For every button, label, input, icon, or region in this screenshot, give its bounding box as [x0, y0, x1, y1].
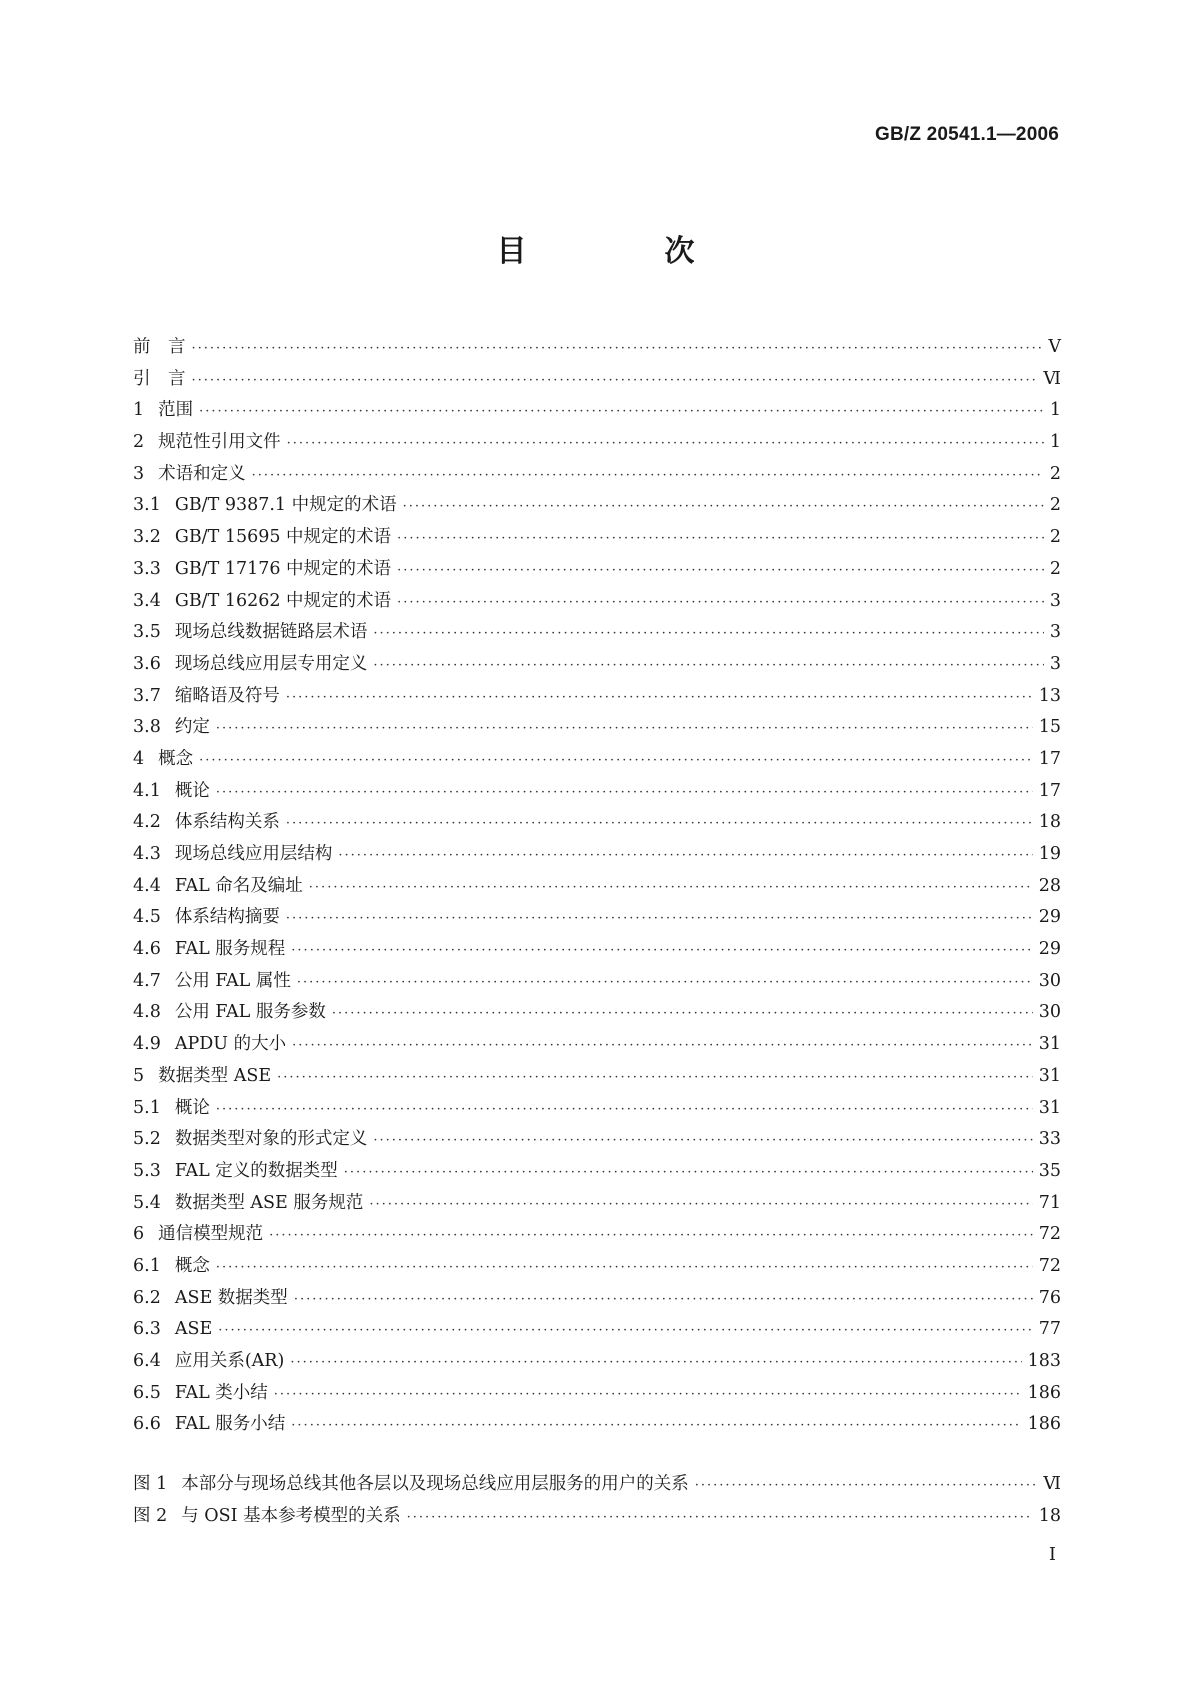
entry-number: 4.2	[133, 812, 161, 833]
entry-page: 3	[1049, 590, 1061, 611]
entry-page: Ⅴ	[1048, 337, 1061, 357]
entry-title: GB/T 15695 中规定的术语	[174, 527, 392, 548]
entry-number: 3.2	[133, 527, 161, 548]
toc-row[interactable]	[133, 997, 1061, 1029]
toc-row[interactable]	[133, 1029, 1061, 1061]
dot-leader	[373, 650, 1044, 682]
toc-row[interactable]	[133, 712, 1061, 744]
entry-title: FAL 定义的数据类型	[174, 1160, 338, 1181]
entry-page: 186	[1027, 1382, 1061, 1403]
entry-title: 术语和定义	[158, 463, 246, 484]
entry-number: 6.1	[133, 1255, 161, 1276]
entry-title: 数据类型 ASE 服务规范	[174, 1192, 364, 1213]
entry-title: 概念	[158, 748, 194, 769]
dot-leader	[286, 808, 1033, 840]
dot-leader	[218, 1315, 1032, 1347]
entry-number: 5.2	[133, 1129, 161, 1150]
entry-page: 72	[1038, 1255, 1061, 1276]
entry-title: FAL 类小结	[174, 1382, 268, 1403]
entry-number: 3.6	[133, 653, 161, 674]
entry-page: 72	[1038, 1224, 1061, 1245]
dot-leader	[199, 396, 1044, 428]
dot-leader	[192, 333, 1043, 365]
toc-row[interactable]	[133, 617, 1061, 649]
dot-leader	[294, 1284, 1033, 1316]
entry-page: 186	[1027, 1414, 1061, 1435]
page-number: Ⅰ	[1048, 1544, 1056, 1565]
toc-row[interactable]	[133, 522, 1061, 554]
entry-number: 3.8	[133, 717, 161, 738]
entry-page: 18	[1038, 1505, 1061, 1526]
toc-row[interactable]	[133, 427, 1061, 459]
dot-leader	[216, 1094, 1033, 1126]
toc-row[interactable]	[133, 395, 1061, 427]
entry-number: 5	[133, 1065, 145, 1086]
dot-leader	[297, 967, 1033, 999]
entry-title: 体系结构摘要	[174, 907, 280, 928]
entry-title: 概念	[174, 1255, 210, 1276]
entry-page: 2	[1049, 463, 1061, 484]
entry-title: ASE	[174, 1319, 213, 1340]
entry-title: 约定	[174, 717, 210, 738]
entry-number: 6.4	[133, 1351, 161, 1371]
toc-row[interactable]	[133, 1378, 1061, 1410]
dot-leader	[277, 1062, 1033, 1094]
dot-leader	[287, 428, 1044, 460]
entry-title: GB/T 9387.1 中规定的术语	[174, 495, 397, 516]
dot-leader	[192, 365, 1038, 397]
entry-page: 2	[1049, 527, 1061, 548]
entry-number: 4.3	[133, 844, 161, 864]
toc-row[interactable]	[133, 1346, 1061, 1378]
toc-row[interactable]	[133, 966, 1061, 998]
toc-row[interactable]	[133, 902, 1061, 934]
dot-leader	[403, 491, 1044, 523]
entry-page: 1	[1049, 400, 1061, 421]
entry-title: 公用 FAL 属性	[174, 970, 291, 991]
entry-page: 17	[1038, 748, 1061, 769]
toc-row[interactable]	[133, 776, 1061, 808]
toc-row[interactable]	[133, 807, 1061, 839]
entry-number: 3.7	[133, 685, 161, 706]
entry-number: 3.1	[133, 495, 161, 516]
toc-row[interactable]	[133, 839, 1061, 871]
toc-row[interactable]	[133, 586, 1061, 618]
toc-row[interactable]	[133, 1124, 1061, 1156]
dot-leader	[252, 460, 1044, 492]
entry-title: FAL 服务小结	[174, 1414, 286, 1435]
entry-page: 183	[1027, 1351, 1061, 1371]
entry-title: 现场总线数据链路层术语	[174, 622, 368, 643]
entry-title: GB/T 16262 中规定的术语	[174, 590, 392, 611]
entry-title: FAL 服务规程	[174, 939, 286, 960]
toc-row[interactable]	[133, 871, 1061, 903]
section-spacer	[133, 1441, 1061, 1469]
dot-leader	[344, 1157, 1033, 1189]
dot-leader	[199, 745, 1033, 777]
entry-number: 6.2	[133, 1287, 161, 1308]
entry-page: 33	[1038, 1129, 1061, 1150]
entry-title: 应用关系(AR)	[174, 1351, 285, 1371]
entry-number: 图 2	[133, 1505, 168, 1526]
entry-number: 3.4	[133, 590, 161, 611]
entry-number: 4.4	[133, 875, 161, 896]
toc-row[interactable]	[133, 1314, 1061, 1346]
entry-title: 本部分与现场总线其他各层以及现场总线应用层服务的用户的关系	[181, 1474, 689, 1495]
entry-page: 17	[1038, 780, 1061, 801]
entry-number: 2	[133, 432, 145, 453]
entry-number: 4	[133, 748, 145, 769]
entry-page: 30	[1038, 970, 1061, 991]
entry-page: 2	[1049, 558, 1061, 579]
dot-leader	[292, 1030, 1033, 1062]
entry-title: 数据类型 ASE	[158, 1065, 272, 1086]
figure-row[interactable]	[133, 1501, 1061, 1533]
entry-title: APDU 的大小	[174, 1034, 287, 1055]
entry-number: 4.8	[133, 1002, 161, 1023]
entry-title: 体系结构关系	[174, 812, 280, 833]
entry-page: 1	[1049, 432, 1061, 453]
dot-leader	[290, 1347, 1021, 1379]
toc-row[interactable]	[133, 649, 1061, 681]
entry-number: 图 1	[133, 1474, 168, 1495]
entry-page: 29	[1038, 939, 1061, 960]
entry-page: 35	[1038, 1160, 1061, 1181]
entry-number: 3.3	[133, 558, 161, 579]
toc-row[interactable]	[133, 1283, 1061, 1315]
entry-page: 2	[1049, 495, 1061, 516]
entry-title: 概论	[174, 1097, 210, 1118]
dot-leader	[373, 1125, 1032, 1157]
toc-row[interactable]	[133, 1061, 1061, 1093]
toc-row[interactable]	[133, 1188, 1061, 1220]
entry-number: 3	[133, 463, 145, 484]
entry-page: 77	[1038, 1319, 1061, 1340]
entry-title: ASE 数据类型	[174, 1287, 288, 1308]
entry-number: 4.7	[133, 970, 161, 991]
entry-title: 缩略语及符号	[174, 685, 280, 706]
dot-leader	[397, 555, 1044, 587]
entry-number: 4.9	[133, 1034, 161, 1055]
entry-page: 13	[1038, 685, 1061, 706]
document-code: GB/Z 20541.1—2006	[874, 124, 1059, 145]
entry-title: 通信模型规范	[158, 1224, 264, 1245]
entry-page: 29	[1038, 907, 1061, 928]
toc-row[interactable]	[133, 1156, 1061, 1188]
entry-number: 5.4	[133, 1192, 161, 1213]
entry-page: 18	[1038, 812, 1061, 833]
dot-leader	[373, 618, 1044, 650]
entry-page: 31	[1038, 1034, 1061, 1055]
dot-leader	[332, 998, 1033, 1030]
toc-entries	[133, 332, 1061, 1441]
entry-page: Ⅵ	[1043, 1474, 1061, 1495]
entry-title: 数据类型对象的形式定义	[174, 1129, 368, 1150]
entry-page: 71	[1038, 1192, 1061, 1213]
toc-row[interactable]	[133, 1093, 1061, 1125]
entry-title: 公用 FAL 服务参数	[174, 1002, 326, 1023]
toc-row[interactable]	[133, 1251, 1061, 1283]
entry-page: Ⅵ	[1043, 368, 1061, 389]
entry-number: 3.5	[133, 622, 161, 643]
entry-page: 15	[1038, 717, 1061, 738]
entry-title: 与 OSI 基本参考模型的关系	[181, 1505, 401, 1526]
dot-leader	[407, 1502, 1033, 1534]
dot-leader	[309, 872, 1033, 904]
toc-row[interactable]	[133, 1409, 1061, 1441]
dot-leader	[216, 713, 1033, 745]
entry-title: GB/T 17176 中规定的术语	[174, 558, 392, 579]
entry-title: 范围	[158, 400, 194, 421]
figure-row[interactable]	[133, 1469, 1061, 1501]
entry-number: 6.5	[133, 1382, 161, 1403]
dot-leader	[291, 1410, 1021, 1442]
toc-row[interactable]	[133, 490, 1061, 522]
entry-number: 6	[133, 1224, 145, 1245]
entry-number: 4.1	[133, 780, 161, 801]
figure-list	[133, 1469, 1061, 1532]
toc-row[interactable]	[133, 1219, 1061, 1251]
table-of-contents	[133, 332, 1061, 1532]
entry-number: 4.6	[133, 939, 161, 960]
entry-page: 19	[1038, 844, 1061, 864]
toc-row[interactable]	[133, 459, 1061, 491]
toc-row[interactable]	[133, 681, 1061, 713]
toc-row[interactable]	[133, 554, 1061, 586]
dot-leader	[216, 777, 1033, 809]
entry-page: 31	[1038, 1097, 1061, 1118]
toc-row[interactable]	[133, 364, 1061, 396]
dot-leader	[216, 1252, 1033, 1284]
toc-row[interactable]	[133, 934, 1061, 966]
entry-page: 76	[1038, 1287, 1061, 1308]
toc-row[interactable]	[133, 744, 1061, 776]
entry-title: 现场总线应用层专用定义	[174, 653, 368, 674]
dot-leader	[274, 1379, 1022, 1411]
dot-leader	[397, 523, 1044, 555]
dot-leader	[695, 1470, 1038, 1502]
entry-number: 5.1	[133, 1097, 161, 1118]
entry-page: 31	[1038, 1065, 1061, 1086]
entry-page: 28	[1038, 875, 1061, 896]
entry-page: 3	[1049, 653, 1061, 674]
dot-leader	[286, 682, 1033, 714]
page-title: 目 次	[496, 234, 749, 269]
entry-page: 30	[1038, 1002, 1061, 1023]
entry-title: 引 言	[133, 368, 186, 389]
dot-leader	[369, 1189, 1032, 1221]
entry-title: 概论	[174, 780, 210, 801]
entry-number: 1	[133, 400, 145, 421]
dot-leader	[269, 1220, 1033, 1252]
entry-number: 5.3	[133, 1160, 161, 1181]
entry-title: 规范性引用文件	[158, 432, 281, 453]
entry-title: 现场总线应用层结构	[174, 844, 333, 864]
toc-row[interactable]	[133, 332, 1061, 364]
entry-number: 4.5	[133, 907, 161, 928]
entry-page: 3	[1049, 622, 1061, 643]
entry-number: 6.3	[133, 1319, 161, 1340]
dot-leader	[397, 587, 1044, 619]
entry-title: FAL 命名及编址	[174, 875, 303, 896]
entry-title: 前 言	[133, 337, 186, 357]
dot-leader	[286, 903, 1033, 935]
dot-leader	[291, 935, 1032, 967]
dot-leader	[338, 840, 1032, 872]
entry-number: 6.6	[133, 1414, 161, 1435]
